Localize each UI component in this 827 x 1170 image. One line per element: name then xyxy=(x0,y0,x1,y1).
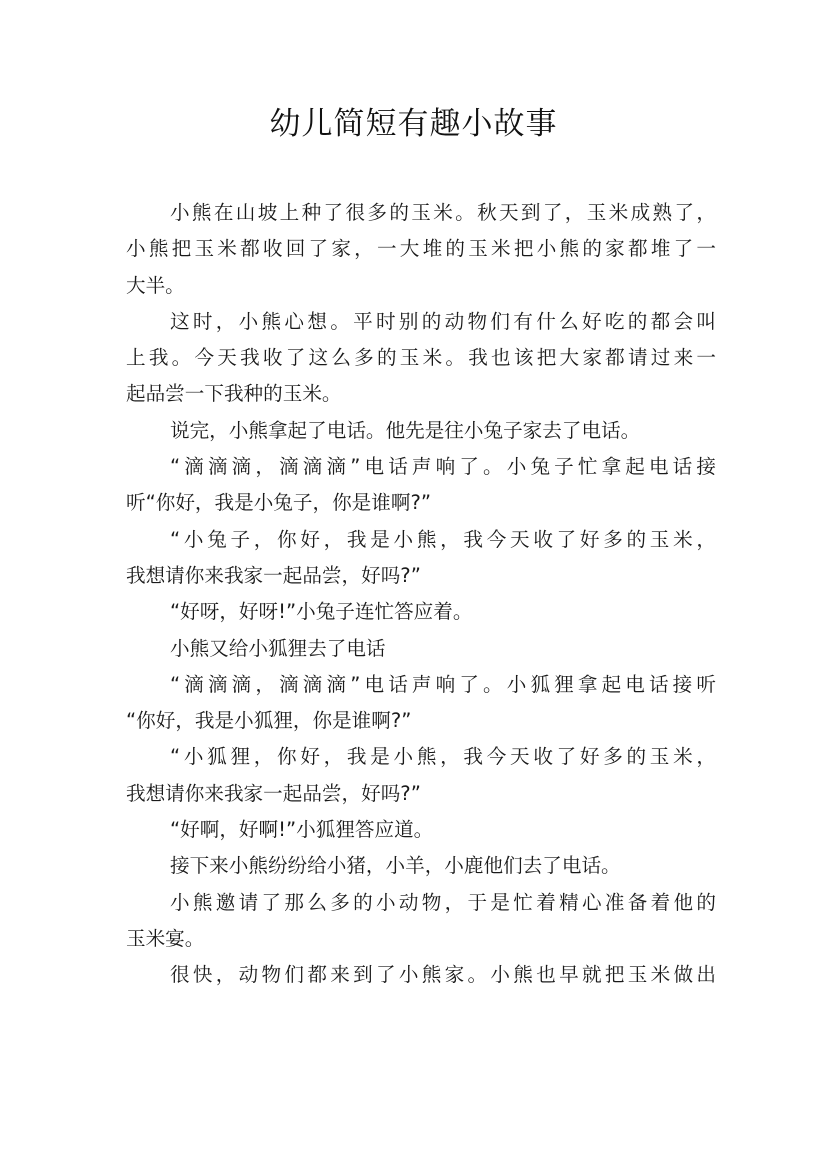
story-line: “滴滴滴，滴滴滴”电话声响了。小兔子忙拿起电话接 xyxy=(170,455,716,479)
story-line: 听“你好，我是小兔子，你是谁啊?” xyxy=(126,491,432,515)
story-line: 说完，小熊拿起了电话。他先是往小兔子家去了电话。 xyxy=(170,418,641,442)
story-line: 这时，小熊心想。平时别的动物们有什么好吃的都会叫 xyxy=(170,309,716,333)
story-line: 小熊在山坡上种了很多的玉米。秋天到了，玉米成熟了， xyxy=(170,201,716,224)
story-line: “你好，我是小狐狸，你是谁啊?” xyxy=(126,709,412,733)
story-line: 小熊又给小狐狸去了电话 xyxy=(170,636,386,660)
document-title: 幼儿简短有趣小故事 xyxy=(269,106,558,142)
story-line: 起品尝一下我种的玉米。 xyxy=(126,382,342,406)
story-line: 玉米宴。 xyxy=(126,926,205,950)
story-line: “好啊，好啊!”小狐狸答应道。 xyxy=(170,818,434,842)
story-line: 很快，动物们都来到了小熊家。小熊也早就把玉米做出 xyxy=(170,963,716,987)
story-line: 大半。 xyxy=(126,273,185,297)
story-line: 小熊把玉米都收回了家，一大堆的玉米把小熊的家都堆了一 xyxy=(126,237,716,261)
story-line: 我想请你来我家一起品尝，好吗?” xyxy=(126,563,421,587)
story-line: 上我。今天我收了这么多的玉米。我也该把大家都请过来一 xyxy=(126,346,716,370)
story-line: “滴滴滴，滴滴滴”电话声响了。小狐狸拿起电话接听 xyxy=(170,672,716,696)
story-line: “好呀，好呀!”小兔子连忙答应着。 xyxy=(170,600,473,624)
story-line: 我想请你来我家一起品尝，好吗?” xyxy=(126,781,421,805)
story-line: “小兔子，你好，我是小熊，我今天收了好多的玉米， xyxy=(170,527,716,551)
story-body xyxy=(126,195,716,994)
story-line: 接下来小熊纷纷给小猪，小羊，小鹿他们去了电话。 xyxy=(170,854,621,878)
story-line: 小熊邀请了那么多的小动物，于是忙着精心准备着他的 xyxy=(170,890,716,914)
story-line: “小狐狸，你好，我是小熊，我今天收了好多的玉米， xyxy=(170,745,716,769)
